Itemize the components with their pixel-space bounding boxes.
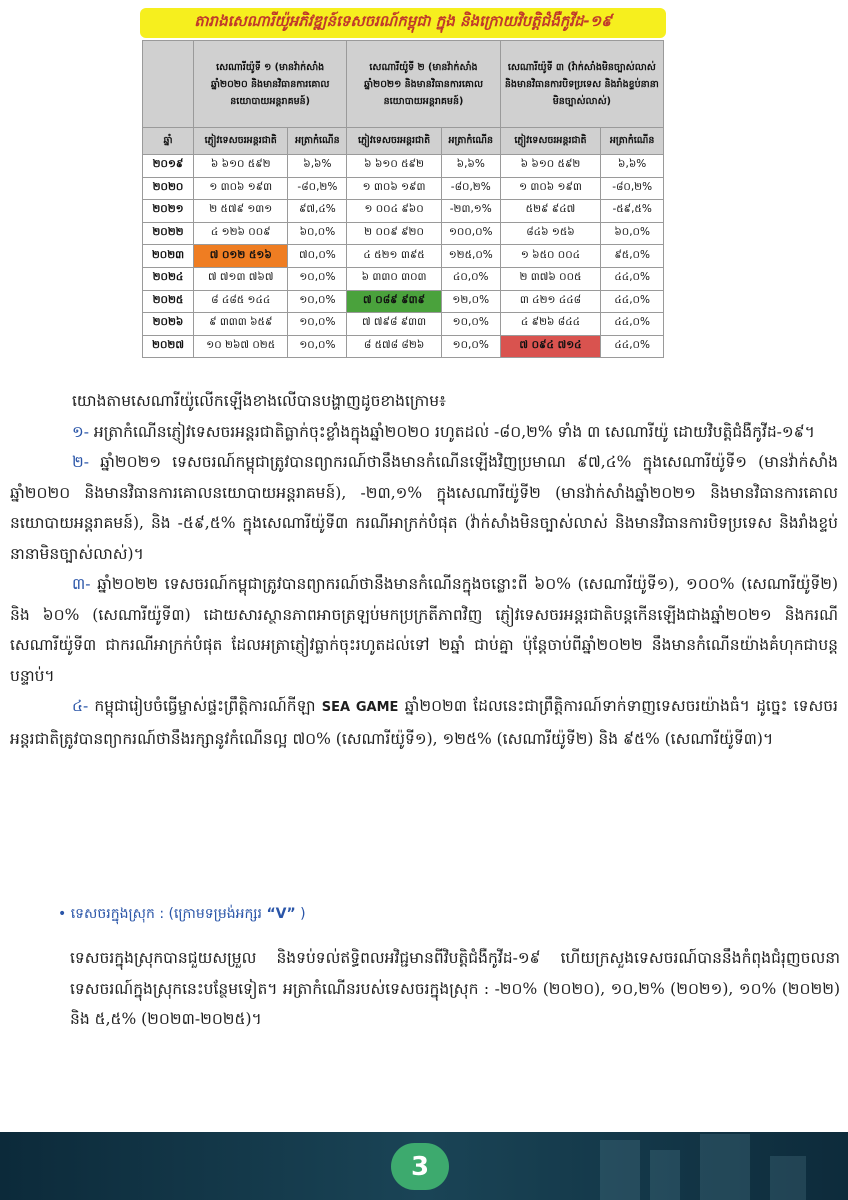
point-text: អត្រាកំណើនភ្ញៀវទេសចរអន្តរជាតិធ្លាក់ចុះខ្លាំងក្នុងឆ្នាំ២០២០ រហូតដល់ -៨០,២% ទាំង ៣ សេណារីយ៉ូ ដោយវិបត្តិជំងឺកូវីដ-១៩។ — [93, 422, 815, 441]
visitor-count-cell: ៧ ៧៩៨ ៩៣៣ — [347, 313, 442, 336]
growth-rate-cell: -៥៩,៥% — [601, 200, 664, 223]
intro-paragraph: យោងតាមសេណារីយ៉ូលើកឡើងខាងលើបានបង្ហាញដូចខាងក្រោម៖ — [72, 392, 446, 410]
visitor-count-cell: ៧ ០៩៤ ៧១៤ — [500, 335, 601, 358]
point-text: ឆ្នាំ២០២៣ ដែលនេះជាព្រឹត្តិការណ៍ទាក់ទាញទេសចរយ៉ាងធំ។ ដូច្នេះ ទេសចរអន្តរជាតិត្រូវបានព្យាករណ៍ថានឹងរក្សានូវកំណើនល្អ ៧០% (សេណារីយ៉ូទី១), ១២៥% (សេណារីយ៉ូទី២) និង ៩៥% (សេណារីយ៉ូទី៣)។ — [10, 697, 838, 748]
point-2 — [10, 447, 838, 569]
growth-rate-cell: ៤៤,០% — [601, 290, 664, 313]
building-decoration — [600, 1140, 640, 1200]
sub-header: អត្រាកំណើន — [288, 128, 347, 155]
table-row — [143, 335, 664, 358]
growth-rate-cell: -៨០,២% — [601, 177, 664, 200]
bullet-icon: • — [58, 906, 67, 922]
sub-header: ភ្ញៀវទេសចរអន្តរជាតិ — [500, 128, 601, 155]
year-cell: ២០២៧ — [143, 335, 194, 358]
year-cell: ២០២១ — [143, 200, 194, 223]
sub-header: អត្រាកំណើន — [601, 128, 664, 155]
visitor-count-cell: ១ ៣០៦ ១៩៣ — [500, 177, 601, 200]
growth-rate-cell: ១០,០% — [288, 290, 347, 313]
visitor-count-cell: ៤ ៩២៦ ៨៤៤ — [500, 313, 601, 336]
year-cell: ២០២៤ — [143, 267, 194, 290]
visitor-count-cell: ៧ ៧១៣ ៧៦៧ — [194, 267, 288, 290]
visitor-count-cell: ២ ៥៧៩ ១៣១ — [194, 200, 288, 223]
growth-rate-cell: ១០,០% — [288, 313, 347, 336]
visitor-count-cell: ៤ ១២៦ ០០៩ — [194, 222, 288, 245]
point-marker: ៣- — [72, 575, 91, 593]
point-4 — [10, 691, 838, 754]
domestic-tourism-text: ទេសចរក្នុងស្រុកបានជួយសម្រួល និងទប់ទល់ឥទ្ធិពលអវិជ្ជមានពីវិបត្តិជំងឺកូវីដ-១៩ ហើយក្រសួងទេសចរណ៍បាននឹងកំពុងជំរុញចលនាទេសចរណ៍ក្នុងស្រុកនេះបន្ថែមទៀត។ អត្រាកំណើនរបស់ទេសចរក្នុងស្រុក : -២០% (២០២០), ១០,២% (២០២១), ១០% (២០២២) និង ៥,៥% (២០២៣-២០២៥)។ — [70, 949, 840, 1028]
building-decoration — [650, 1150, 680, 1200]
visitor-count-cell: ១ ៣០៦ ១៩៣ — [347, 177, 442, 200]
building-decoration — [770, 1156, 806, 1200]
year-cell: ២០២៣ — [143, 245, 194, 268]
table-row — [143, 155, 664, 178]
table-row — [143, 222, 664, 245]
table-title: តារាងសេណារីយ៉ូអភិវឌ្ឍន៍ទេសចរណ៍កម្ពុជា ក្នុង និងក្រោយវិបត្តិជំងឺកូវីដ-១៩ — [140, 8, 666, 38]
visitor-count-cell: ៨ ៤៨៥ ១៤៤ — [194, 290, 288, 313]
point-text: ឆ្នាំ២០២១ ទេសចរណ៍កម្ពុជាត្រូវបានព្យាករណ៍ថានឹងមានកំណើនឡើងវិញប្រមាណ ៩៧,៤% ក្នុងសេណារីយ៉ូទី១ (មានវ៉ាក់សាំងឆ្នាំ២០២០ និងមានវិធានការគោលនយោបាយអន្តរាគមន៍), -២៣,១% ក្នុងសេណារីយ៉ូទី២ (មានវ៉ាក់សាំងឆ្នាំ២០២១ និងមានវិធានការគោលនយោបាយអន្តរាគមន៍), និង -៥៩,៥% ក្នុងសេណារីយ៉ូទី៣ ករណីអាក្រក់បំផុត (វ៉ាក់សាំងមិនច្បាស់លាស់ និងមានវិធានការបិទប្រទេស និងរាំងខ្ទប់នានាមិនច្បាស់លាស់)។ — [10, 453, 838, 563]
table-row — [143, 177, 664, 200]
growth-rate-cell: ១២៥,០% — [441, 245, 500, 268]
table-row — [143, 313, 664, 336]
visitor-count-cell: ២ ៣៧៦ ០០៥ — [500, 267, 601, 290]
growth-rate-cell: ៤៤,០% — [601, 335, 664, 358]
growth-rate-cell: ៦,៦% — [601, 155, 664, 178]
page-number-badge: 3 — [391, 1143, 449, 1190]
growth-rate-cell: -២៣,១% — [441, 200, 500, 223]
point-3 — [10, 569, 838, 691]
table-corner — [143, 41, 194, 128]
scenario-2-header: សេណារីយ៉ូទី ២ (មានវ៉ាក់សាំងឆ្នាំ២០២១ និងមានវិធានការគោលនយោបាយអន្តរាគមន៍) — [347, 41, 500, 128]
table-row — [143, 290, 664, 313]
year-cell: ២០២៦ — [143, 313, 194, 336]
visitor-count-cell: ៧ ០៨៩ ៩៣៩ — [347, 290, 442, 313]
point-text: កម្ពុជារៀបចំធ្វើម្ចាស់ផ្ទះព្រឹត្តិការណ៍កីឡា — [94, 697, 316, 715]
growth-rate-cell: ១០,០% — [441, 313, 500, 336]
visitor-count-cell: ៧ ០១២ ៥១៦ — [194, 245, 288, 268]
visitor-count-cell: ៦ ៦១០ ៥៩២ — [194, 155, 288, 178]
growth-rate-cell: ៧០,០% — [288, 245, 347, 268]
sub-header: ភ្ញៀវទេសចរអន្តរជាតិ — [347, 128, 442, 155]
domestic-tourism-heading — [58, 904, 818, 925]
growth-rate-cell: ៦០,០% — [601, 222, 664, 245]
growth-rate-cell: ១០,០% — [288, 335, 347, 358]
point-text: ឆ្នាំ២០២២ ទេសចរណ៍កម្ពុជាត្រូវបានព្យាករណ៍ថានឹងមានកំណើនក្នុងចន្លោះពី ៦០% (សេណារីយ៉ូទី១), ១០០% (សេណារីយ៉ូទី២) និង ៦០% (សេណារីយ៉ូទី៣) ដោយសារស្ថានភាពអាចត្រឡប់មកប្រក្រតីភាពវិញ ភ្ញៀវទេសចរអន្តរជាតិបន្តកើនឡើងជាងឆ្នាំ២០២១ និងករណីសេណារីយ៉ូទី៣ ជាករណីអាក្រក់បំផុត ដែលអត្រាភ្ញៀវធ្លាក់ចុះរហូតដល់ទៅ ២ឆ្នាំ ជាប់គ្នា ប៉ុន្តែចាប់ពីឆ្នាំ២០២២ នឹងមានកំណើនយ៉ាងគំហុកជាបន្តបន្ទាប់។ — [10, 575, 838, 685]
growth-rate-cell: ៤០,០% — [441, 267, 500, 290]
table-row — [143, 200, 664, 223]
growth-rate-cell: ៩៥,០% — [601, 245, 664, 268]
visitor-count-cell: ៦ ៦១០ ៥៩២ — [500, 155, 601, 178]
visitor-count-cell: ៦ ៣៣០ ៣០៣ — [347, 267, 442, 290]
sub-header: ភ្ញៀវទេសចរអន្តរជាតិ — [194, 128, 288, 155]
growth-rate-cell: ៤៤,០% — [601, 267, 664, 290]
growth-rate-cell: ៩៧,៤% — [288, 200, 347, 223]
year-cell: ២០២៥ — [143, 290, 194, 313]
tourism-scenario-table — [142, 40, 664, 358]
growth-rate-cell: ១២,០% — [441, 290, 500, 313]
visitor-count-cell: ៦ ៦១០ ៥៩២ — [347, 155, 442, 178]
growth-rate-cell: ១០,០% — [288, 267, 347, 290]
building-decoration — [700, 1134, 750, 1200]
table-row — [143, 245, 664, 268]
year-cell: ២០២២ — [143, 222, 194, 245]
growth-rate-cell: ៦០,០% — [288, 222, 347, 245]
visitor-count-cell: ៥២៩ ៩៤៧ — [500, 200, 601, 223]
sub-header: អត្រាកំណើន — [441, 128, 500, 155]
scenario-3-header: សេណារីយ៉ូទី ៣ (វ៉ាក់សាំងមិនច្បាស់លាស់ និងមានវិធានការបិទប្រទេស និងរាំងខ្ទប់នានាមិនច្បាស់លាស់) — [500, 41, 663, 128]
visitor-count-cell: ១០ ២៦៧ ០២៥ — [194, 335, 288, 358]
point-marker: ៤- — [72, 697, 89, 715]
scenario-1-header: សេណារីយ៉ូទី ១ (មានវ៉ាក់សាំងឆ្នាំ២០២០ និងមានវិធានការគោលនយោបាយអន្តរាគមន៍) — [194, 41, 347, 128]
visitor-count-cell: ១ ០០៤ ៩៦០ — [347, 200, 442, 223]
visitor-count-cell: ១ ៣០៦ ១៩៣ — [194, 177, 288, 200]
visitor-count-cell: ៨៤៦ ១៥៦ — [500, 222, 601, 245]
visitor-count-cell: ៩ ៣៣៣ ៦៥៩ — [194, 313, 288, 336]
analysis-text — [10, 386, 838, 754]
bullet-close: ) — [300, 906, 306, 922]
year-cell: ២០១៩ — [143, 155, 194, 178]
visitor-count-cell: ៤ ៥២១ ៣៩៥ — [347, 245, 442, 268]
growth-rate-cell: ១០០,០% — [441, 222, 500, 245]
year-header: ឆ្នាំ — [143, 128, 194, 155]
bullet-label: ទេសចរក្នុងស្រុក : (ក្រោមទម្រង់អក្សរ — [70, 906, 262, 922]
event-name: SEA GAME — [321, 700, 399, 715]
growth-rate-cell: -៨០,២% — [288, 177, 347, 200]
point-marker: ២- — [72, 453, 89, 471]
visitor-count-cell: ១ ៦៥០ ០០៤ — [500, 245, 601, 268]
growth-rate-cell: ៤៤,០% — [601, 313, 664, 336]
growth-rate-cell: ៦,៦% — [288, 155, 347, 178]
point-marker: ១- — [72, 422, 89, 441]
visitor-count-cell: ២ ០០៩ ៩២០ — [347, 222, 442, 245]
growth-rate-cell: -៨០,២% — [441, 177, 500, 200]
visitor-count-cell: ៣ ៤២១ ៤៤៨ — [500, 290, 601, 313]
table-row — [143, 267, 664, 290]
v-shape-label: “V” — [266, 906, 296, 922]
growth-rate-cell: ៦,៦% — [441, 155, 500, 178]
visitor-count-cell: ៨ ៥៧៨ ៨២៦ — [347, 335, 442, 358]
year-cell: ២០២០ — [143, 177, 194, 200]
growth-rate-cell: ១០,០% — [441, 335, 500, 358]
point-1 — [10, 417, 838, 448]
